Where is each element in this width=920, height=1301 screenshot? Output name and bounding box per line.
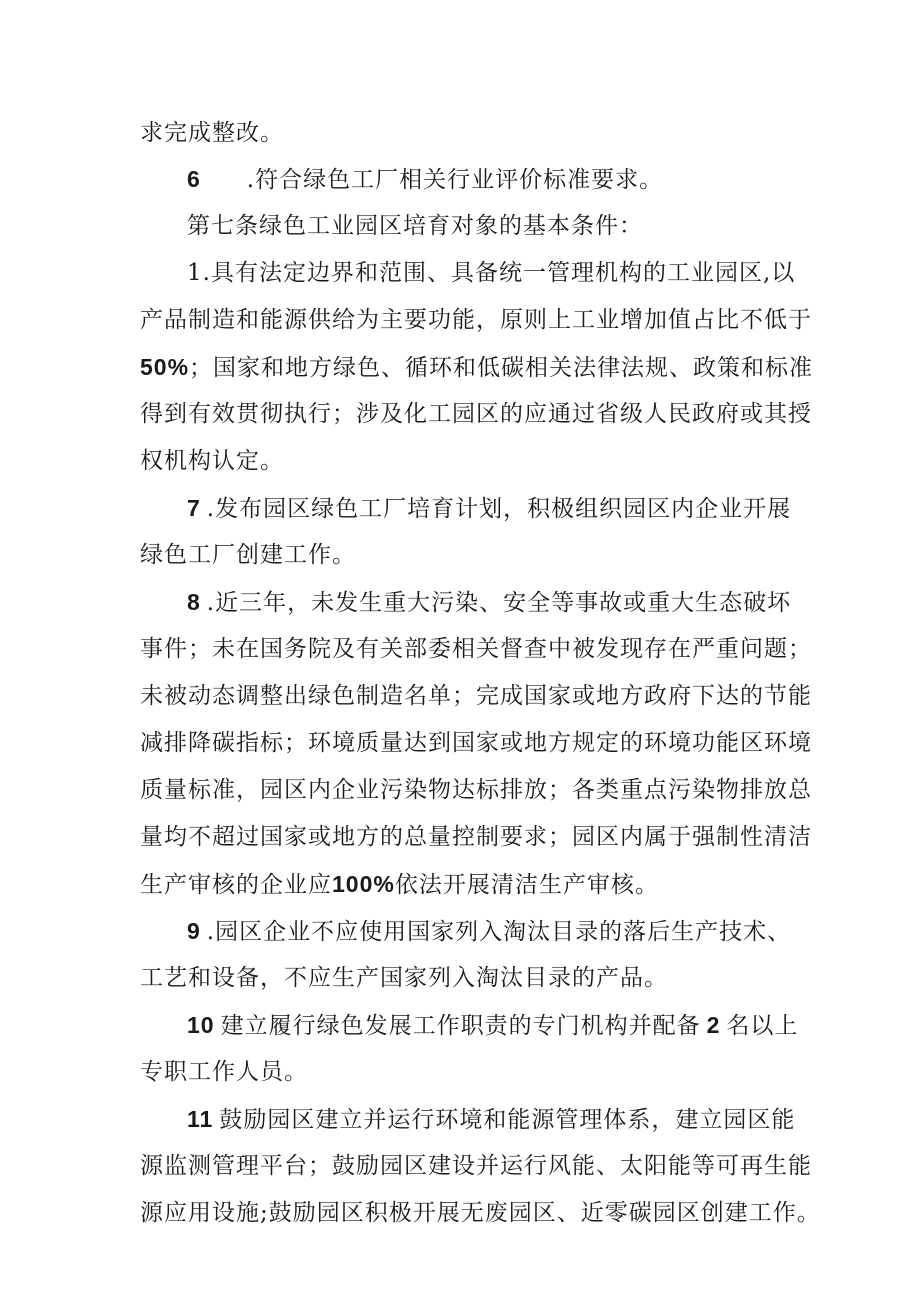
- text-line: [140, 352, 813, 382]
- list-item-1: [187, 258, 795, 288]
- text-line: 源应用设施;鼓励园区积极开展无废园区、近零碳园区创建工作。: [140, 1200, 821, 1226]
- item-number: 6: [187, 166, 201, 192]
- item-number: 7: [187, 495, 201, 521]
- list-item-8: [187, 587, 791, 617]
- item-number: 10: [187, 1012, 215, 1038]
- list-item-9: [187, 916, 791, 946]
- item-text: .发布园区绿色工厂培育计划，积极组织园区内企业开展: [206, 496, 792, 522]
- percent-value: 50%: [140, 354, 190, 380]
- text-segment: 生产审核的企业应: [140, 872, 332, 898]
- item-text: .近三年，未发生重大污染、安全等事故或重大生态破坏: [206, 590, 792, 616]
- list-item-11: [187, 1104, 795, 1134]
- text-line: 绿色工厂创建工作。: [140, 542, 356, 568]
- text-line: 工艺和设备，不应生产国家列入淘汰目录的产品。: [140, 965, 668, 991]
- list-item-7: [187, 493, 791, 523]
- item-number: 11: [187, 1106, 214, 1132]
- list-item-10: [187, 1010, 798, 1040]
- percent-value: 100%: [332, 871, 395, 897]
- text-line: 量均不超过国家或地方的总量控制要求；园区内属于强制性清洁: [140, 824, 812, 850]
- item-text: .符合绿色工厂相关行业评价标准要求。: [246, 167, 664, 193]
- list-item-6: [187, 164, 663, 194]
- text-line: 源监测管理平台；鼓励园区建设并运行风能、太阳能等可再生能: [140, 1153, 812, 1179]
- text-line: 求完成整改。: [140, 120, 284, 146]
- text-line: 质量标准，园区内企业污染物达标排放；各类重点污染物排放总: [140, 777, 812, 803]
- text-line: 权机构认定。: [140, 448, 284, 474]
- item-number: 8: [187, 589, 201, 615]
- text-segment: 依法开展清洁生产审核。: [394, 872, 659, 898]
- item-text: 具有法定边界和范围、具备统一管理机构的工业园区,以: [210, 260, 796, 286]
- item-text: 名以上: [726, 1013, 799, 1039]
- section-heading: 第七条绿色工业园区培育对象的基本条件：: [187, 213, 643, 239]
- item-number: 1.: [187, 260, 211, 286]
- item-number: 9: [187, 918, 201, 944]
- text-line: 减排降碳指标；环境质量达到国家或地方规定的环境功能区环境: [140, 730, 812, 756]
- text-line: [140, 869, 659, 899]
- count-value: 2: [706, 1012, 721, 1038]
- text-line: 未被动态调整出绿色制造名单；完成国家或地方政府下达的节能: [140, 683, 812, 709]
- item-text: 鼓励园区建立并运行环境和能源管理体系，建立园区能: [219, 1107, 796, 1133]
- text-line: 事件；未在国务院及有关部委相关督查中被发现存在严重问题；: [140, 636, 812, 662]
- text-line: 产品制造和能源供给为主要功能，原则上工业增加值占比不低于: [140, 307, 812, 333]
- text-segment: ；国家和地方绿色、循环和低碳相关法律法规、政策和标准: [189, 355, 814, 381]
- item-text: .园区企业不应使用国家列入淘汰目录的落后生产技术、: [206, 919, 792, 945]
- text-line: 专职工作人员。: [140, 1059, 308, 1085]
- text-line: 得到有效贯彻执行；涉及化工园区的应通过省级人民政府或其授: [140, 401, 812, 427]
- item-text: 建立履行绿色发展工作职责的专门机构并配备: [220, 1013, 701, 1039]
